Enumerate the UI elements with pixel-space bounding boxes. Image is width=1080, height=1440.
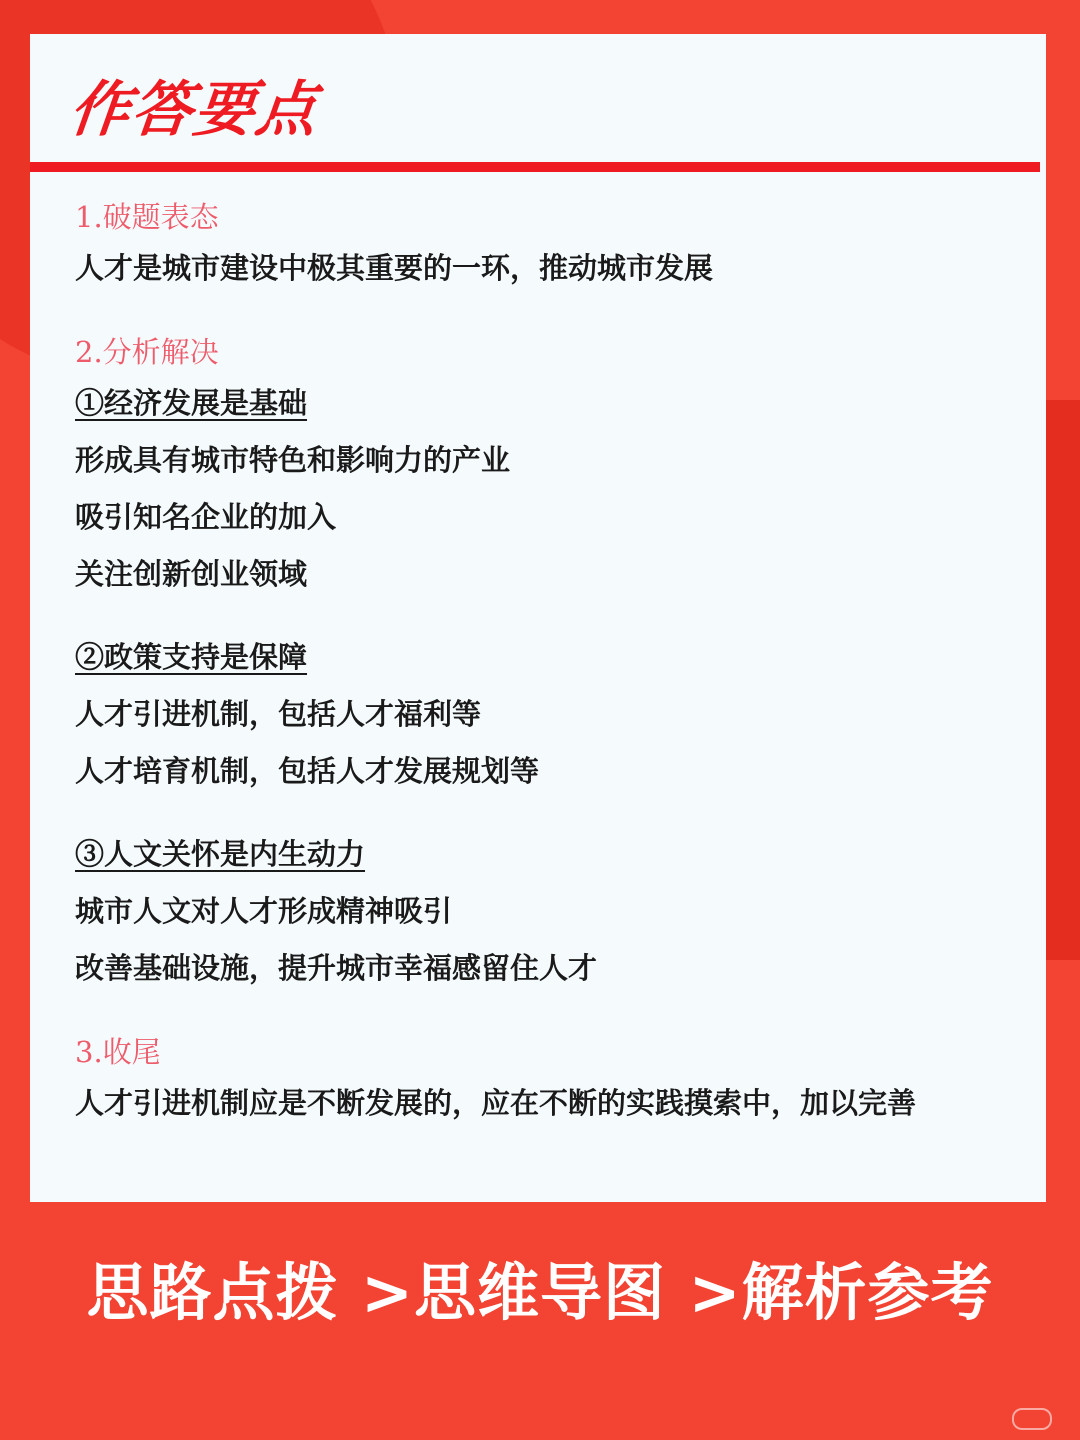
- point-group: [75, 629, 1015, 800]
- point-subhead: ②政策支持是保障: [75, 640, 308, 674]
- watermark-badge: [1012, 1408, 1052, 1430]
- text-line: 人才是城市建设中极其重要的一环，推动城市发展: [75, 251, 714, 285]
- section-closing: [75, 1029, 1015, 1132]
- text-line: 人才培育机制，包括人才发展规划等: [75, 754, 540, 788]
- text-line: 形成具有城市特色和影响力的产业: [75, 443, 511, 477]
- section-title: 3.收尾: [75, 1035, 161, 1069]
- section-title: 2.分析解决: [75, 335, 219, 369]
- footer-banner: 思路点拨 >思维导图 >解析参考: [86, 1256, 994, 1329]
- text-line: 人才引进机制，包括人才福利等: [75, 697, 482, 731]
- point-group: [75, 826, 1015, 997]
- point-subhead: ①经济发展是基础: [75, 386, 308, 420]
- title-divider: [30, 162, 1040, 172]
- point-subhead: ③人文关怀是内生动力: [75, 837, 366, 871]
- section-opening: [75, 194, 1015, 297]
- text-line: 关注创新创业领域: [75, 557, 308, 591]
- text-line: 城市人文对人才形成精神吸引: [75, 894, 453, 928]
- section-title: 1.破题表态: [75, 200, 219, 234]
- text-line: 吸引知名企业的加入: [75, 500, 337, 534]
- section-analysis: [75, 329, 1015, 997]
- text-line: 人才引进机制应是不断发展的，应在不断的实践摸索中，加以完善: [75, 1086, 917, 1120]
- page-title: 作答要点: [66, 75, 322, 145]
- point-group: [75, 375, 1015, 603]
- text-line: 改善基础设施，提升城市幸福感留住人才: [75, 951, 598, 985]
- answer-points: [75, 190, 1015, 1132]
